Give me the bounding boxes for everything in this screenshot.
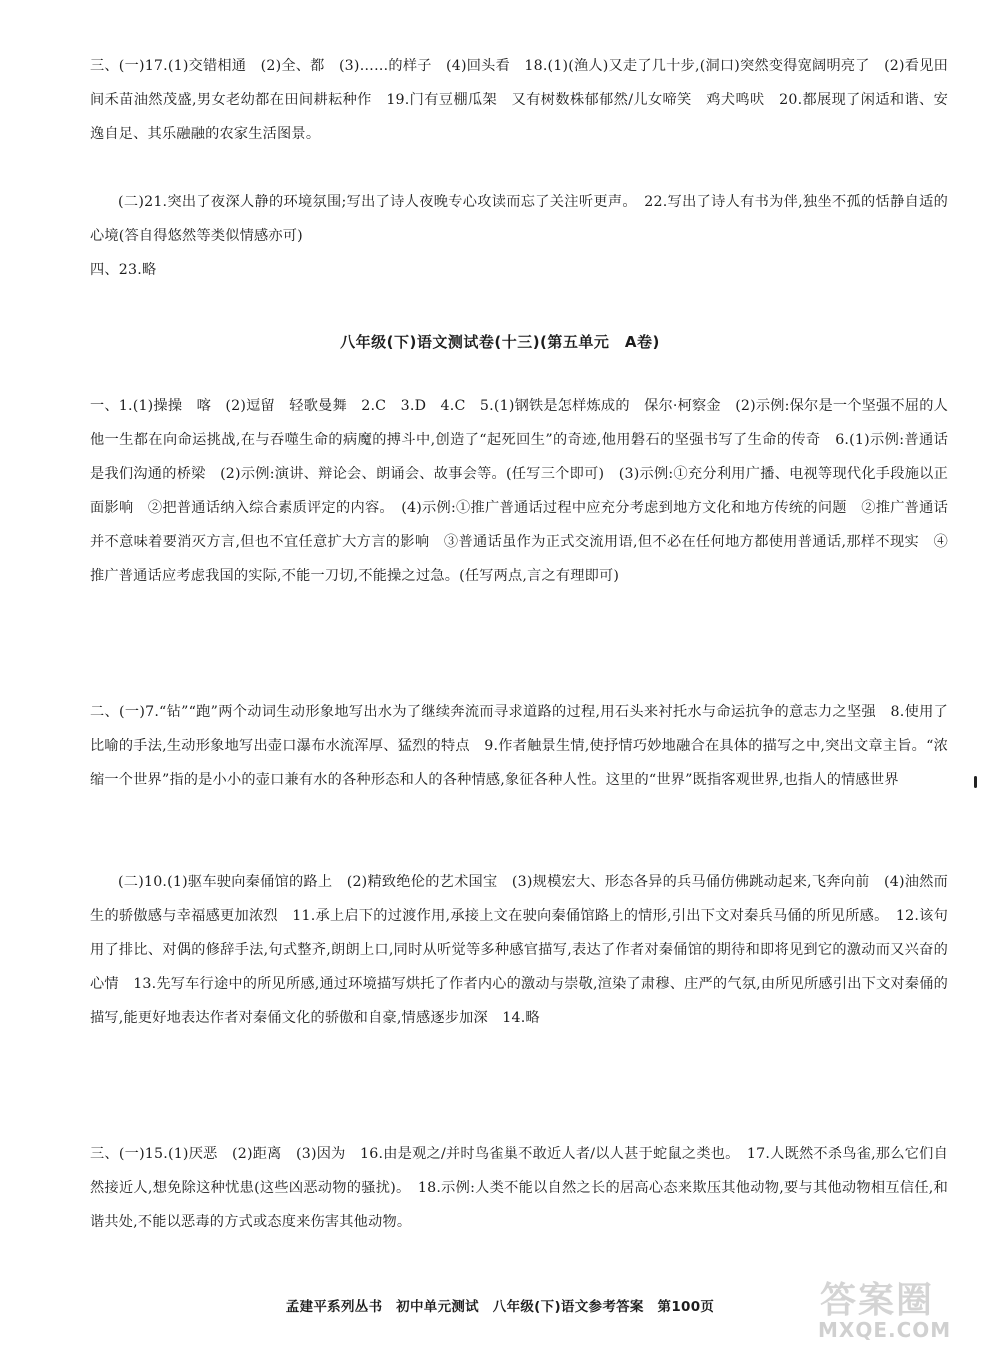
- answer-block-2-1-reading: 二、(一)7.“钻”“跑”两个动词生动形象地写出水为了继续奔流而寻求道路的过程,用石头来衬托水与命运抗争的意志力之坚强 8.使用了比喻的手法,生动形象地写出壶口瀑布水流浑厚、猛烈的特点 9.作者触景生情,使抒情巧妙地融合在具体的描写之中,突出文章主旨。“浓缩一个世界”指的是小小的壶口兼有水的各种形态和人的各种情感,象征各种人性。这里的“世界”既指客观世界,也指人的情感世界: [90, 704, 948, 788]
- answer-block-2-2-reading: (二)10.(1)驱车驶向秦俑馆的路上 (2)精致绝伦的艺术国宝 (3)规模宏大、形态各异的兵马俑仿佛跳动起来,飞奔向前 (4)油然而生的骄傲感与幸福感更加浓烈 11.承上启下的过渡作用,承接上文在驶向秦俑馆路上的情形,引出下文对秦兵马俑的所见所感。 12.该句用了排比、对偶的修辞手法,句式整齐,朗朗上口,同时从听觉等多种感官描写,表达了作者对秦俑馆的期待和即将见到它的激动而又兴奋的心情 13.先写车行途中的所见所感,通过环境描写烘托了作者内心的激动与崇敬,渲染了肃穆、庄严的气氛,由所见所感引出下文对秦俑的描写,能更好地表达作者对秦俑文化的骄傲和自豪,情感逐步加深 14.略: [90, 874, 948, 1026]
- watermark-domain: MXQE.COM: [818, 1318, 952, 1342]
- test-title: 八年级(下)语文测试卷(十三)(第五单元 A卷): [340, 333, 660, 351]
- answer-block-3-1-prose: 三、(一)15.(1)厌恶 (2)距离 (3)因为 16.由是观之/并时鸟雀巢不敢近人者/以人甚于蛇鼠之类也。 17.人既然不杀鸟雀,那么它们自然接近人,想免除这种忧患(这些凶恶动物的骚扰)。 18.示例:人类不能以自然之长的居高心态来欺压其他动物,要与其他动物相互信任,和谐共处,不能以恶毒的方式或态度来伤害其他动物。: [90, 1146, 948, 1230]
- answer-block-3-1-classical: 三、(一)17.(1)交错相通 (2)全、都 (3)……的样子 (4)回头看 18.(1)(渔人)又走了几十步,(洞口)突然变得宽阔明亮了 (2)看见田间禾苗油然茂盛,男女老幼都在田间耕耘种作 19.门有豆棚瓜架 又有树数株郁郁然/儿女啼笑 鸡犬鸣吠 20.都展现了闲适和谐、安逸自足、其乐融融的农家生活图景。: [90, 58, 948, 142]
- page-footer: 孟建平系列丛书 初中单元测试 八年级(下)语文参考答案 第100页: [285, 1299, 715, 1315]
- answer-block-4: 四、23.略: [90, 262, 157, 278]
- answer-block-1-basics: 一、1.(1)操操 喀 (2)逗留 轻歌曼舞 2.C 3.D 4.C 5.(1)钢铁是怎样炼成的 保尔·柯察金 (2)示例:保尔是一个坚强不屈的人 他一生都在向命运挑战,在与吞噬生命的病魔的搏斗中,创造了“起死回生”的奇迹,他用磐石的坚强书写了生命的传奇 6.(1)示例:普通话是我们沟通的桥梁 (2)示例:演讲、辩论会、朗诵会、故事会等。(任写三个即可) (3)示例:①充分利用广播、电视等现代化手段施以正面影响 ②把普通话纳入综合素质评定的内容。 (4)示例:①推广普通话过程中应充分考虑到地方文化和地方传统的问题 ②推广普通话并不意味着要消灭方言,但也不宜任意扩大方言的影响 ③普通话虽作为正式交流用语,但不必在任何地方都使用普通话,那样不现实 ④推广普通话应考虑我国的实际,不能一刀切,不能操之过急。(任写两点,言之有理即可): [90, 398, 963, 584]
- answer-block-3-2-poem: (二)21.突出了夜深人静的环境氛围;写出了诗人夜晚专心攻读而忘了关注听更声。 22.写出了诗人有书为伴,独坐不孤的恬静自适的心境(答自得悠然等类似情感亦可): [90, 194, 948, 244]
- watermark-logo-text: 答案圈: [820, 1280, 935, 1321]
- site-watermark: [792, 1272, 982, 1342]
- scan-edge-mark: [974, 776, 977, 788]
